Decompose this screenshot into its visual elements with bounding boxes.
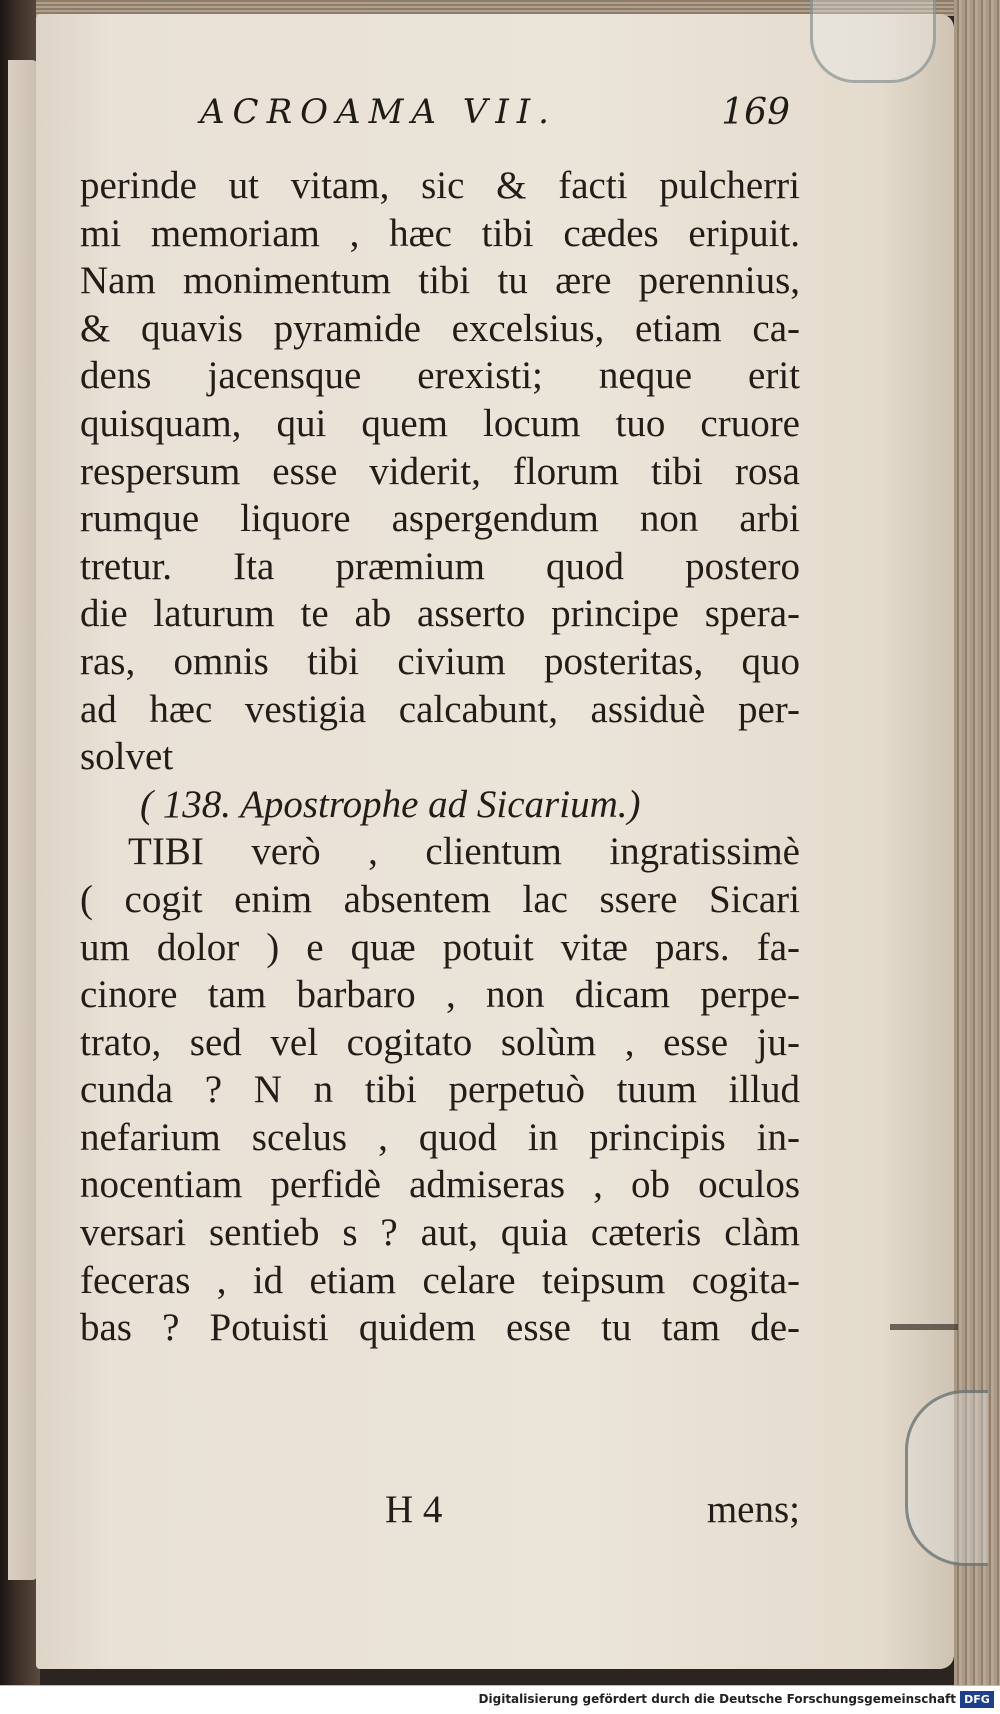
text-line: ras, omnis tibi civium posteritas, quo (80, 639, 800, 683)
page-number: 169 (721, 92, 790, 133)
text-line: ( cogit enim absentem lac ssere Sicari (80, 877, 800, 921)
ink-mark (890, 1324, 958, 1330)
glass-clip-bottom (905, 1390, 988, 1566)
catchword: mens; (706, 1488, 800, 1531)
section-heading: ( 138. Apostrophe ad Sicarium.) (140, 782, 641, 826)
text-line: quisquam, qui quem locum tuo cruore (80, 401, 800, 445)
text-line: bas ? Potuisti quidem esse tu tam de- (80, 1306, 800, 1350)
text-line: nocentiam perfidè admiseras , ob oculos (80, 1163, 800, 1207)
page-footer (80, 1487, 800, 1537)
text-line: trato, sed vel cogitato solùm , esse ju- (80, 1020, 800, 1064)
signature-mark: H 4 (385, 1488, 443, 1531)
text-line: cunda ? N n tibi perpetuò tuum illud (80, 1068, 800, 1112)
text-line: solvet (80, 735, 174, 779)
text-line: dens jacensque erexisti; neque erit (80, 354, 800, 398)
page-header (200, 92, 790, 142)
text-line: ad hæc vestigia calcabunt, assiduè per- (80, 687, 800, 731)
text-line: TIBI verò , clientum ingratissimè (128, 830, 800, 874)
text-line: nefarium scelus , quod in principis in- (80, 1115, 800, 1159)
running-head: ACROAMA VII. (200, 92, 557, 132)
text-line: rumque liquore aspergendum non arbi (80, 497, 800, 541)
glass-clip-top (810, 0, 936, 83)
text-line: um dolor ) e quæ potuit vitæ pars. fa- (80, 925, 800, 969)
text-line: die laturum te ab asserto principe spera- (80, 592, 800, 636)
text-line: feceras , id etiam celare teipsum cogita- (80, 1258, 800, 1302)
text-line: & quavis pyramide excelsius, etiam ca- (80, 306, 800, 350)
text-line: perinde ut vitam, sic & facti pulcherri (80, 164, 800, 207)
text-line: versari sentieb s ? aut, quia cæteris clàm (80, 1211, 800, 1255)
text-line: cinore tam barbaro , non dicam perpe- (80, 973, 800, 1017)
credit-bar (0, 1685, 1000, 1714)
page-body (80, 162, 800, 1352)
text-line: mi memoriam , hæc tibi cædes eripuit. (80, 211, 800, 255)
text-line: Nam monimentum tibi tu ære perennius, (80, 259, 800, 303)
text-line: tretur. Ita præmium quod postero (80, 544, 800, 588)
text-line: respersum esse viderit, florum tibi rosa (80, 449, 800, 493)
funding-credit: Digitalisierung gefördert durch die Deutsche Forschungsgemeinschaft (478, 1692, 956, 1706)
dfg-logo: DFG (960, 1691, 994, 1708)
facing-page-strip (8, 60, 38, 1580)
